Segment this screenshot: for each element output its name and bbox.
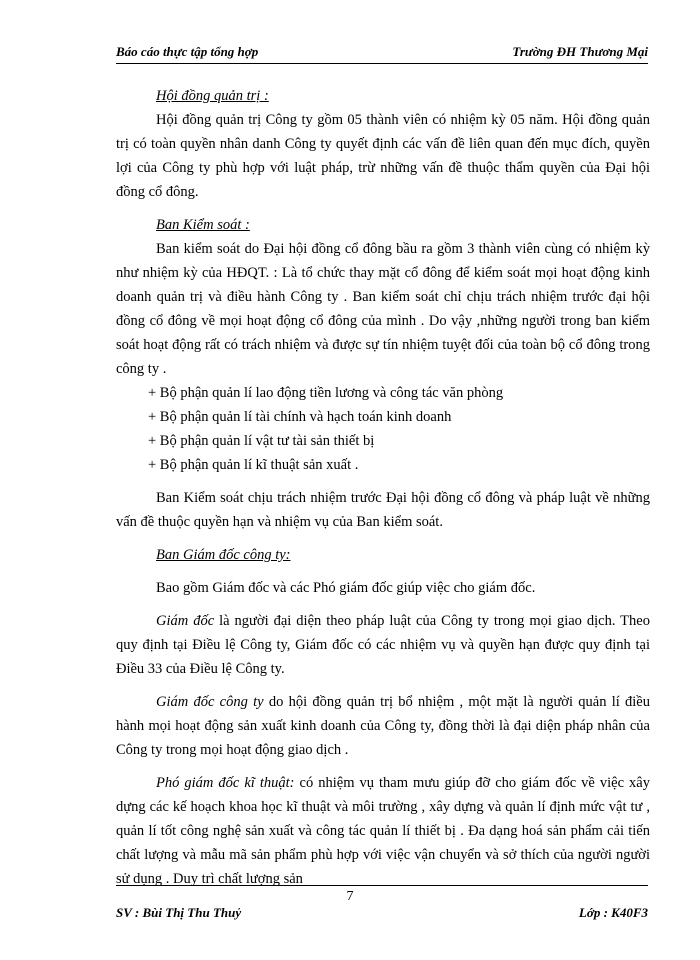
header-left: Báo cáo thực tập tổng hợp [116, 44, 259, 59]
term-giam-doc: Giám đốc [156, 613, 215, 629]
paragraph-giam-doc [116, 609, 650, 681]
page-content [116, 84, 650, 891]
paragraph-pho-giam-doc [116, 771, 650, 891]
paragraph-bks: Ban kiểm soát do Đại hội đồng cổ đông bầu ra gồm 3 thành viên cùng có nhiệm kỳ như nhiệm kỳ của HĐQT. : Là tổ chức thay mặt cổ đông để kiểm soát mọi hoạt động kinh doanh quản trị và điều hành Công ty . Ban kiểm soát chỉ chịu trách nhiệm trước đại hội đồng cổ đông về mọi hoạt động cổ đông của mình . Do vậy ,những người trong ban kiểm soát hoạt động rất có trách nhiệm và được sự tín nhiệm tuyệt đối của toàn bộ cổ đông trong công ty . [116, 241, 650, 377]
page-number: 7 [346, 889, 354, 904]
text-giam-doc-cong-ty: do hội đồng quản trị bổ nhiệm , một mặt là người quản lí điều hành mọi hoạt động sản xuất kinh doanh của Công ty, đồng thời là đại diện pháp nhân của Công ty trong mọi hoạt động giao dịch . [116, 694, 650, 758]
term-giam-doc-cong-ty: Giám đốc công ty [156, 694, 264, 710]
list-item: + Bộ phận quản lí tài chính và hạch toán kinh doanh [148, 409, 452, 425]
header-rule [116, 63, 648, 64]
paragraph-hdqt: Hội đồng quản trị Công ty gồm 05 thành viên có nhiệm kỳ 05 năm. Hội đồng quản trị có toàn quyền nhân danh Công ty quyết định các vấn đề liên quan đến mục đích, quyền lợi của Công ty phù hợp với luật pháp, trừ những vấn đề thuộc thẩm quyền của Đại hội đồng cổ đông. [116, 112, 650, 200]
footer-rule [116, 885, 648, 886]
paragraph-bgd: Bao gồm Giám đốc và các Phó giám đốc giúp việc cho giám đốc. [156, 580, 536, 596]
list-item: + Bộ phận quản lí kĩ thuật sản xuất . [148, 457, 359, 473]
paragraph-giam-doc-cong-ty [116, 690, 650, 762]
text-pho-giam-doc: có nhiệm vụ tham mưu giúp đỡ cho giám đốc về việc xây dựng các kế hoạch khoa học kĩ thuật và môi trường , xây dựng và quản lí định mức vật tư , quản lí tốt công nghệ sản xuất và công tác quản lí thiết bị . Đa dạng hoá sản phẩm cải tiến chất lượng và mẫu mã sản phẩm phù hợp với việc vận chuyển và sở thích của người người sử dụng . Duy trì chất lượng sản [116, 775, 650, 887]
section-heading-hdqt: Hội đồng quản trị : [156, 88, 269, 104]
list-item: + Bộ phận quản lí vật tư tài sản thiết bị [148, 433, 375, 449]
header-right: Trường ĐH Thương Mại [512, 44, 648, 59]
paragraph-bks-2: Ban Kiểm soát chịu trách nhiệm trước Đại hội đồng cổ đông và pháp luật về những vấn đề thuộc quyền hạn và nhiệm vụ của Ban kiểm soát. [116, 490, 650, 530]
section-heading-bks: Ban Kiểm soát : [156, 217, 250, 233]
text-giam-doc: là người đại diện theo pháp luật của Công ty trong mọi giao dịch. Theo quy định tại Điều lệ Công ty, Giám đốc có các nhiệm vụ và quyền hạn được quy định tại Điều 33 của Điều lệ Công ty. [116, 613, 650, 677]
term-pho-giam-doc: Phó giám đốc kĩ thuật: [156, 775, 295, 791]
footer-right: Lớp : K40F3 [578, 905, 648, 920]
section-heading-bgd: Ban Giám đốc công ty: [156, 547, 291, 563]
list-item: + Bộ phận quản lí lao động tiền lương và công tác văn phòng [148, 385, 504, 401]
footer-left: SV : Bùi Thị Thu Thuỷ [116, 905, 242, 920]
